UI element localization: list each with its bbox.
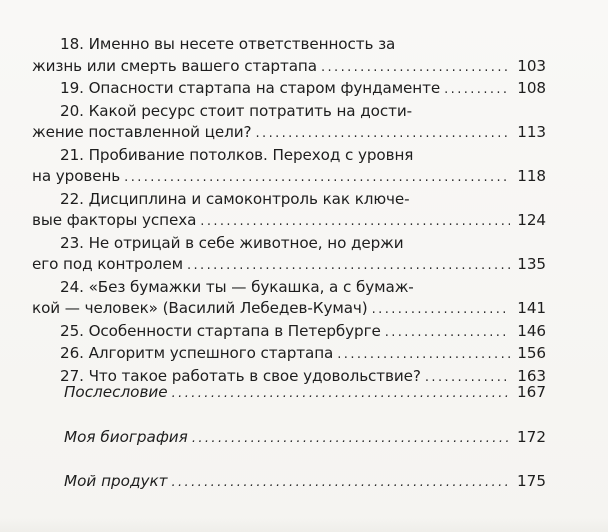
toc-page-number: 113 xyxy=(517,123,546,141)
toc-entry-title: 26. Алгоритм успешного стартапа xyxy=(60,344,334,362)
toc-entry-25 xyxy=(32,321,546,344)
toc-back-matter-product xyxy=(64,472,546,490)
toc-entry-title-line2: жение поставленной цели? xyxy=(32,123,252,141)
toc-back-matter-title: Послесловие xyxy=(64,383,168,401)
dot-leader xyxy=(337,344,510,366)
toc-page-number: 108 xyxy=(517,79,546,97)
toc-entry-title-line2: вые факторы успеха xyxy=(32,211,197,229)
toc-entry-title-line1: 24. «Без бумажки ты — букашка, а с бумаж- xyxy=(60,277,414,296)
toc-page-number: 135 xyxy=(517,255,546,273)
dot-leader xyxy=(124,167,510,189)
toc-entry-row xyxy=(32,343,546,366)
toc-back-matter-afterword xyxy=(64,383,546,401)
toc-page-number: 175 xyxy=(517,472,546,490)
toc-back-matter-title: Мой продукт xyxy=(64,472,168,490)
toc-entry-21 xyxy=(32,145,546,189)
toc-entry-22 xyxy=(32,189,546,233)
toc-entry-title-line2-row xyxy=(32,254,546,277)
dot-leader xyxy=(200,211,510,233)
toc-entry-title-line2: его под контролем xyxy=(32,255,183,273)
toc-entry-row xyxy=(32,78,546,101)
toc-entry-title-line1: 18. Именно вы несете ответственность за xyxy=(60,35,396,53)
page-bottom-shade xyxy=(0,518,608,532)
toc-entry-title-line1: 21. Пробивание потолков. Переход с уровня xyxy=(60,145,414,164)
toc-entry-title-line2-row xyxy=(32,166,546,189)
toc-page-number: 172 xyxy=(517,428,546,446)
toc-back-matter-title: Моя биография xyxy=(64,428,188,446)
toc-page-number: 124 xyxy=(517,211,546,229)
dot-leader xyxy=(192,431,510,446)
toc-entry-title-line2: кой — человек» (Василий Лебедев-Кумач) xyxy=(32,299,368,317)
toc-entry-title: 25. Особенности стартапа в Петербурге xyxy=(60,321,381,340)
toc-entry-23 xyxy=(32,233,546,277)
toc-entry-title: 19. Опасности стартапа на старом фундаменте xyxy=(60,79,441,97)
toc-entry-18 xyxy=(32,34,546,78)
toc-entry-26 xyxy=(32,343,546,366)
toc-page-number: 118 xyxy=(517,167,546,185)
toc-entry-title-line2: жизнь или смерть вашего стартапа xyxy=(32,56,317,75)
dot-leader xyxy=(321,57,510,79)
toc-page-number: 146 xyxy=(517,321,546,340)
toc-entry-title-line2-row xyxy=(32,210,546,233)
toc-page-number: 163 xyxy=(517,366,546,385)
toc-entry-title-line1: 22. Дисциплина и самоконтроль как ключе- xyxy=(60,189,410,208)
toc-entry-title: 27. Что такое работать в свое удовольствие? xyxy=(60,366,421,385)
toc-entry-20 xyxy=(32,101,546,145)
table-of-contents xyxy=(32,34,546,388)
toc-page-number: 156 xyxy=(517,344,546,362)
dot-leader xyxy=(171,475,510,490)
toc-entry-title-line2: на уровень xyxy=(32,167,121,185)
toc-page-number: 141 xyxy=(517,299,546,317)
toc-entry-title-line2-row xyxy=(32,56,546,79)
dot-leader xyxy=(172,386,510,401)
toc-page-number: 103 xyxy=(517,56,546,75)
toc-entry-title-line1: 23. Не отрицай в себе животное, но держи xyxy=(60,233,404,252)
dot-leader xyxy=(385,322,510,344)
toc-entry-title-line1: 20. Какой ресурс стоит потратить на дости- xyxy=(60,101,412,120)
toc-entry-row xyxy=(32,321,546,344)
dot-leader xyxy=(256,123,511,145)
dot-leader xyxy=(372,299,510,321)
toc-entry-19 xyxy=(32,78,546,101)
dot-leader xyxy=(444,79,510,101)
toc-back-matter-biography xyxy=(64,428,546,446)
toc-entry-title-line2-row xyxy=(32,298,546,321)
toc-entry-title-line2-row xyxy=(32,122,546,145)
toc-entry-24 xyxy=(32,277,546,321)
toc-page-number: 167 xyxy=(517,383,546,401)
dot-leader xyxy=(187,255,510,277)
